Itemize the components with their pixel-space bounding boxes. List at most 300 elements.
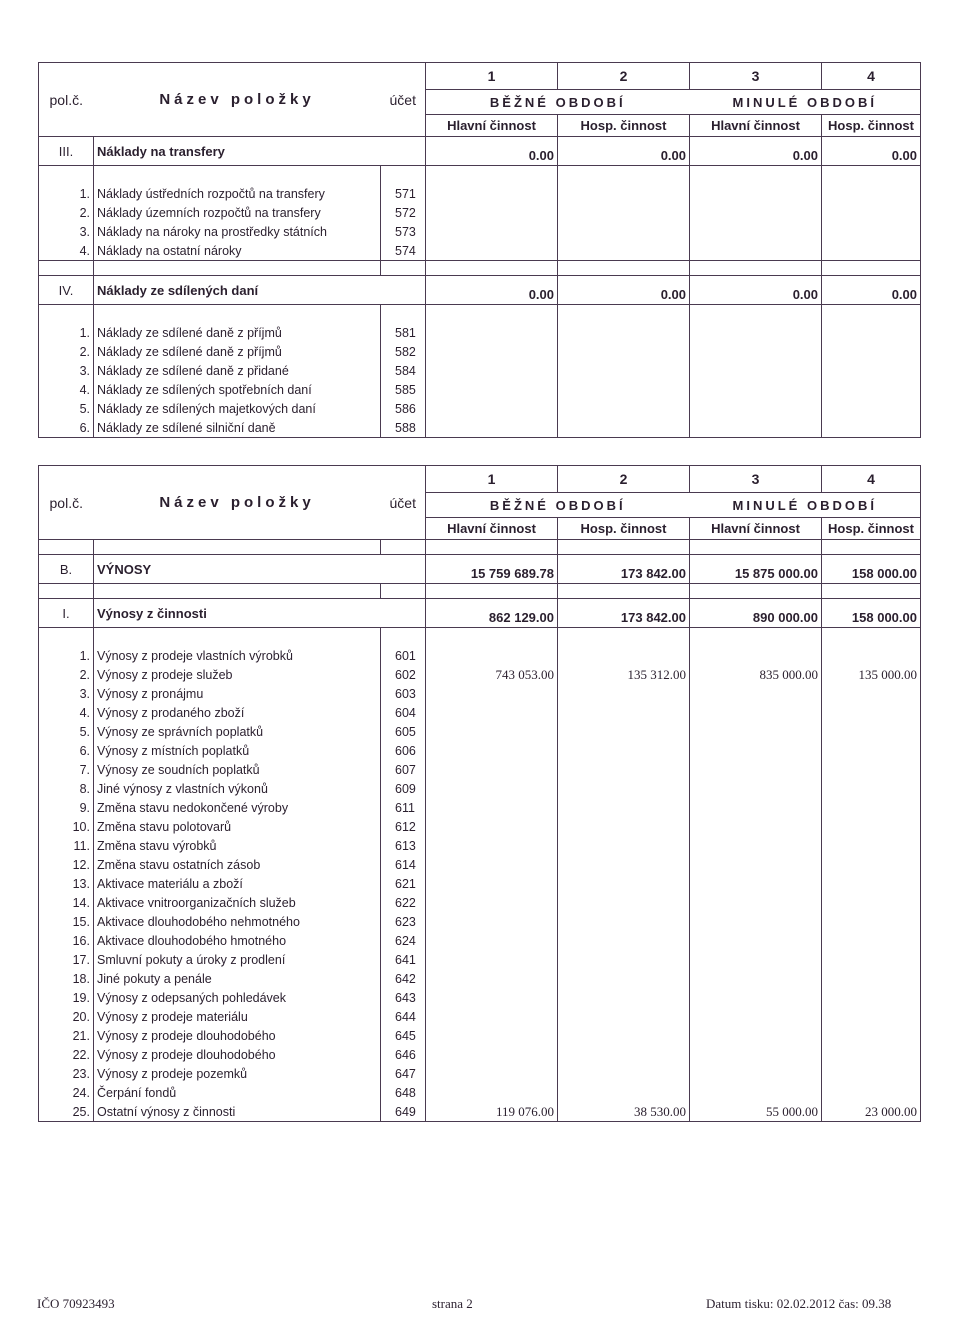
row-value — [558, 418, 690, 438]
row-value — [822, 1026, 921, 1045]
row-name: Výnosy z prodeje materiálu — [94, 1007, 381, 1026]
row-value — [558, 703, 690, 722]
spacer-cell — [822, 540, 921, 555]
section-value: 158 000.00 — [822, 555, 921, 584]
spacer-cell — [381, 305, 426, 320]
row-name: Změna stavu polotovarů — [94, 817, 381, 836]
row-number: 7. — [39, 760, 94, 779]
spacer-cell — [426, 166, 558, 181]
row-account: 605 — [381, 722, 426, 741]
row-account: 586 — [381, 399, 426, 418]
row-number: 21. — [39, 1026, 94, 1045]
row-value — [690, 969, 822, 988]
row-value — [558, 1045, 690, 1064]
row-account: 614 — [381, 855, 426, 874]
row-value: 119 076.00 — [426, 1102, 558, 1122]
row-account: 602 — [381, 665, 426, 684]
row-value — [822, 418, 921, 438]
section-value: 0.00 — [426, 276, 558, 305]
row-value — [822, 342, 921, 361]
column-number: 4 — [822, 63, 921, 90]
spacer-cell — [426, 628, 558, 643]
table-row — [39, 779, 921, 798]
row-name: Náklady na nároky na prostředky státních — [94, 222, 381, 241]
pol-header: pol.č. — [39, 466, 94, 540]
ico-number: IČO 70923493 — [37, 1296, 115, 1311]
row-value — [690, 1045, 822, 1064]
spacer-cell — [822, 166, 921, 181]
row-number: 5. — [39, 399, 94, 418]
spacer-cell — [690, 261, 822, 276]
row-value — [822, 798, 921, 817]
row-value — [558, 741, 690, 760]
row-value — [690, 399, 822, 418]
table-row — [39, 874, 921, 893]
spacer-cell — [426, 261, 558, 276]
table-row — [39, 1083, 921, 1102]
header-row-numbers — [39, 466, 921, 493]
row-value — [690, 836, 822, 855]
row-name: Náklady ze sdílených majetkových daní — [94, 399, 381, 418]
row-value — [426, 222, 558, 241]
spacer-cell — [94, 261, 381, 276]
row-value — [822, 1083, 921, 1102]
row-account: 647 — [381, 1064, 426, 1083]
spacer-cell — [558, 628, 690, 643]
row-account: 642 — [381, 969, 426, 988]
row-name: Výnosy z prodeje vlastních výrobků — [94, 642, 381, 665]
row-account: 582 — [381, 342, 426, 361]
row-account: 604 — [381, 703, 426, 722]
row-number: 25. — [39, 1102, 94, 1122]
row-value — [822, 222, 921, 241]
row-number: 12. — [39, 855, 94, 874]
row-name: Náklady na ostatní nároky — [94, 241, 381, 261]
row-value — [822, 241, 921, 261]
activity-header: Hosp. činnost — [558, 518, 690, 540]
row-value — [558, 1064, 690, 1083]
column-number: 3 — [690, 466, 822, 493]
table-row — [39, 1045, 921, 1064]
column-number: 3 — [690, 63, 822, 90]
section-value: 15 759 689.78 — [426, 555, 558, 584]
row-value — [822, 779, 921, 798]
pol-header: pol.č. — [39, 63, 94, 137]
section-title: Náklady ze sdílených daní — [94, 276, 426, 305]
row-value — [558, 988, 690, 1007]
section-title: Výnosy z činnosti — [94, 599, 426, 628]
row-value — [822, 380, 921, 399]
row-value — [822, 703, 921, 722]
spacer-cell — [822, 305, 921, 320]
row-value — [690, 319, 822, 342]
row-value — [558, 893, 690, 912]
row-name: Jiné výnosy z vlastních výkonů — [94, 779, 381, 798]
section-row — [39, 137, 921, 166]
activity-header: Hlavní činnost — [690, 115, 822, 137]
row-account: 645 — [381, 1026, 426, 1045]
table-row — [39, 1007, 921, 1026]
row-value — [426, 741, 558, 760]
activity-header: Hlavní činnost — [426, 115, 558, 137]
row-account: 606 — [381, 741, 426, 760]
row-name: Výnosy z odepsaných pohledávek — [94, 988, 381, 1007]
row-name: Aktivace dlouhodobého hmotného — [94, 931, 381, 950]
spacer-cell — [94, 540, 381, 555]
row-value: 743 053.00 — [426, 665, 558, 684]
name-header: Název položky — [94, 466, 381, 540]
row-value — [822, 180, 921, 203]
row-value — [690, 741, 822, 760]
row-value — [690, 180, 822, 203]
spacer-cell — [94, 305, 381, 320]
table-row — [39, 988, 921, 1007]
row-number: 22. — [39, 1045, 94, 1064]
section-code: III. — [39, 137, 94, 166]
row-value — [426, 893, 558, 912]
table-row — [39, 931, 921, 950]
current-period-label: BĚŽNÉ OBDOBÍ — [426, 493, 690, 518]
row-value — [426, 779, 558, 798]
account-header: účet — [381, 63, 426, 137]
row-value — [558, 855, 690, 874]
row-value — [690, 779, 822, 798]
spacer-cell — [381, 584, 426, 599]
row-number: 2. — [39, 342, 94, 361]
spacer-cell — [690, 305, 822, 320]
table-row — [39, 950, 921, 969]
table-row — [39, 722, 921, 741]
row-value — [558, 399, 690, 418]
section-value: 862 129.00 — [426, 599, 558, 628]
row-value — [822, 893, 921, 912]
row-value — [558, 931, 690, 950]
row-value — [426, 241, 558, 261]
spacer-cell — [822, 261, 921, 276]
row-value — [690, 684, 822, 703]
row-value — [558, 912, 690, 931]
row-name: Výnosy ze správních poplatků — [94, 722, 381, 741]
row-name: Náklady ze sdílené daně z příjmů — [94, 342, 381, 361]
row-account: 623 — [381, 912, 426, 931]
table-row — [39, 222, 921, 241]
row-number: 11. — [39, 836, 94, 855]
row-account: 649 — [381, 1102, 426, 1122]
spacer-row — [39, 305, 921, 320]
costs-table — [38, 62, 921, 438]
row-value — [426, 969, 558, 988]
section-value: 0.00 — [690, 137, 822, 166]
table-row — [39, 1026, 921, 1045]
row-account: 646 — [381, 1045, 426, 1064]
row-name: Náklady ze sdílené silniční daně — [94, 418, 381, 438]
spacer-cell — [426, 305, 558, 320]
row-value — [426, 361, 558, 380]
row-value: 135 312.00 — [558, 665, 690, 684]
column-number: 2 — [558, 63, 690, 90]
row-number: 14. — [39, 893, 94, 912]
activity-header: Hosp. činnost — [822, 115, 921, 137]
activity-header: Hosp. činnost — [822, 518, 921, 540]
spacer-cell — [690, 628, 822, 643]
row-account: 607 — [381, 760, 426, 779]
row-value — [822, 399, 921, 418]
row-account: 621 — [381, 874, 426, 893]
row-value — [690, 222, 822, 241]
row-value — [426, 950, 558, 969]
spacer-row — [39, 628, 921, 643]
row-value: 38 530.00 — [558, 1102, 690, 1122]
row-name: Změna stavu výrobků — [94, 836, 381, 855]
spacer-cell — [381, 166, 426, 181]
section-value: 173 842.00 — [558, 599, 690, 628]
row-value — [690, 241, 822, 261]
section-value: 158 000.00 — [822, 599, 921, 628]
row-value — [690, 931, 822, 950]
table-row — [39, 836, 921, 855]
row-name: Změna stavu ostatních zásob — [94, 855, 381, 874]
section-value: 0.00 — [822, 276, 921, 305]
section-value: 0.00 — [822, 137, 921, 166]
section-code: IV. — [39, 276, 94, 305]
row-value — [558, 798, 690, 817]
row-number: 15. — [39, 912, 94, 931]
table-row — [39, 969, 921, 988]
activity-header: Hosp. činnost — [558, 115, 690, 137]
row-value — [822, 760, 921, 779]
section-value: 0.00 — [690, 276, 822, 305]
row-value — [558, 319, 690, 342]
row-number: 3. — [39, 222, 94, 241]
spacer-cell — [690, 166, 822, 181]
table-header — [39, 63, 921, 137]
table-row — [39, 912, 921, 931]
row-value — [822, 931, 921, 950]
row-name: Výnosy z prodeje pozemků — [94, 1064, 381, 1083]
row-name: Aktivace materiálu a zboží — [94, 874, 381, 893]
row-value — [690, 1083, 822, 1102]
row-value — [426, 722, 558, 741]
spacer-row — [39, 584, 921, 599]
section-row — [39, 276, 921, 305]
section-value: 0.00 — [558, 137, 690, 166]
row-value — [822, 988, 921, 1007]
section-title: VÝNOSY — [94, 555, 426, 584]
row-number: 3. — [39, 361, 94, 380]
spacer-cell — [426, 584, 558, 599]
table-row — [39, 380, 921, 399]
spacer-cell — [558, 540, 690, 555]
row-value — [822, 642, 921, 665]
row-name: Aktivace vnitroorganizačních služeb — [94, 893, 381, 912]
print-date: Datum tisku: 02.02.2012 čas: 09.38 — [706, 1296, 892, 1311]
row-name: Výnosy z pronájmu — [94, 684, 381, 703]
row-value — [822, 1045, 921, 1064]
row-value — [558, 969, 690, 988]
row-account: 612 — [381, 817, 426, 836]
table-row — [39, 855, 921, 874]
spacer-cell — [39, 584, 94, 599]
row-number: 2. — [39, 203, 94, 222]
row-value: 135 000.00 — [822, 665, 921, 684]
row-name: Výnosy ze soudních poplatků — [94, 760, 381, 779]
row-value — [558, 874, 690, 893]
row-value — [426, 874, 558, 893]
row-number: 6. — [39, 741, 94, 760]
totals-row — [39, 555, 921, 584]
row-number: 23. — [39, 1064, 94, 1083]
table-row — [39, 203, 921, 222]
row-value — [822, 817, 921, 836]
row-name: Náklady ze sdílené daně z příjmů — [94, 319, 381, 342]
row-value — [558, 779, 690, 798]
activity-header: Hlavní činnost — [426, 518, 558, 540]
table-row — [39, 642, 921, 665]
row-value — [690, 760, 822, 779]
row-number: 10. — [39, 817, 94, 836]
row-value — [426, 912, 558, 931]
table-row — [39, 1102, 921, 1122]
row-account: 601 — [381, 642, 426, 665]
row-number: 19. — [39, 988, 94, 1007]
row-account: 574 — [381, 241, 426, 261]
row-value — [558, 380, 690, 399]
row-value — [822, 969, 921, 988]
spacer-cell — [381, 540, 426, 555]
row-value — [558, 361, 690, 380]
row-value — [426, 760, 558, 779]
row-value — [426, 418, 558, 438]
row-value — [558, 760, 690, 779]
row-name: Náklady územních rozpočtů na transfery — [94, 203, 381, 222]
revenue-table — [38, 465, 921, 1122]
row-value — [426, 1064, 558, 1083]
row-value — [558, 1083, 690, 1102]
row-value — [822, 361, 921, 380]
row-value: 835 000.00 — [690, 665, 822, 684]
table-row — [39, 703, 921, 722]
table-row — [39, 684, 921, 703]
row-value — [426, 180, 558, 203]
spacer-cell — [690, 584, 822, 599]
row-value — [690, 798, 822, 817]
row-account: 571 — [381, 180, 426, 203]
row-name: Čerpání fondů — [94, 1083, 381, 1102]
row-name: Výnosy z prodeje dlouhodobého — [94, 1045, 381, 1064]
row-value — [822, 722, 921, 741]
row-value — [822, 684, 921, 703]
row-value — [426, 988, 558, 1007]
row-value — [558, 203, 690, 222]
row-value — [690, 893, 822, 912]
row-value — [690, 361, 822, 380]
row-account: 581 — [381, 319, 426, 342]
spacer-cell — [558, 584, 690, 599]
spacer-cell — [94, 166, 381, 181]
row-value — [690, 642, 822, 665]
row-value — [822, 203, 921, 222]
row-number: 6. — [39, 418, 94, 438]
table-row — [39, 1064, 921, 1083]
row-value — [690, 874, 822, 893]
row-value — [690, 817, 822, 836]
row-value — [822, 874, 921, 893]
spacer-cell — [94, 584, 381, 599]
row-value — [558, 836, 690, 855]
row-value — [690, 988, 822, 1007]
table-row — [39, 893, 921, 912]
activity-header: Hlavní činnost — [690, 518, 822, 540]
row-number: 9. — [39, 798, 94, 817]
row-number: 5. — [39, 722, 94, 741]
row-value — [690, 950, 822, 969]
row-account: 624 — [381, 931, 426, 950]
row-number: 4. — [39, 380, 94, 399]
row-value — [426, 684, 558, 703]
row-account: 609 — [381, 779, 426, 798]
row-value — [558, 684, 690, 703]
row-value — [426, 836, 558, 855]
column-number: 4 — [822, 466, 921, 493]
table-row — [39, 665, 921, 684]
row-value — [822, 1007, 921, 1026]
spacer-cell — [381, 261, 426, 276]
row-value — [558, 1026, 690, 1045]
row-value — [426, 399, 558, 418]
row-value — [426, 798, 558, 817]
row-name: Jiné pokuty a penále — [94, 969, 381, 988]
spacer-cell — [822, 628, 921, 643]
row-name: Náklady ze sdílené daně z přidané — [94, 361, 381, 380]
spacer-cell — [381, 628, 426, 643]
row-account: 572 — [381, 203, 426, 222]
row-value — [822, 1064, 921, 1083]
row-number: 18. — [39, 969, 94, 988]
spacer-cell — [558, 166, 690, 181]
row-value — [426, 380, 558, 399]
row-value — [690, 342, 822, 361]
row-value — [558, 222, 690, 241]
row-value — [690, 1026, 822, 1045]
row-value — [426, 817, 558, 836]
row-name: Výnosy z prodeje dlouhodobého — [94, 1026, 381, 1045]
table-row — [39, 418, 921, 438]
row-name: Výnosy z prodaného zboží — [94, 703, 381, 722]
table-row — [39, 817, 921, 836]
spacer-row — [39, 166, 921, 181]
row-value — [426, 203, 558, 222]
row-number: 4. — [39, 241, 94, 261]
spacer-cell — [39, 305, 94, 320]
spacer-cell — [690, 540, 822, 555]
row-account: 588 — [381, 418, 426, 438]
row-number: 3. — [39, 684, 94, 703]
spacer-cell — [822, 584, 921, 599]
row-account: 584 — [381, 361, 426, 380]
row-account: 585 — [381, 380, 426, 399]
table-body — [39, 137, 921, 438]
account-header: účet — [381, 466, 426, 540]
row-account: 611 — [381, 798, 426, 817]
row-number: 20. — [39, 1007, 94, 1026]
spacer-cell — [39, 261, 94, 276]
row-value — [558, 817, 690, 836]
row-number: 8. — [39, 779, 94, 798]
table-row — [39, 741, 921, 760]
row-value — [690, 912, 822, 931]
row-value — [426, 931, 558, 950]
row-name: Aktivace dlouhodobého nehmotného — [94, 912, 381, 931]
